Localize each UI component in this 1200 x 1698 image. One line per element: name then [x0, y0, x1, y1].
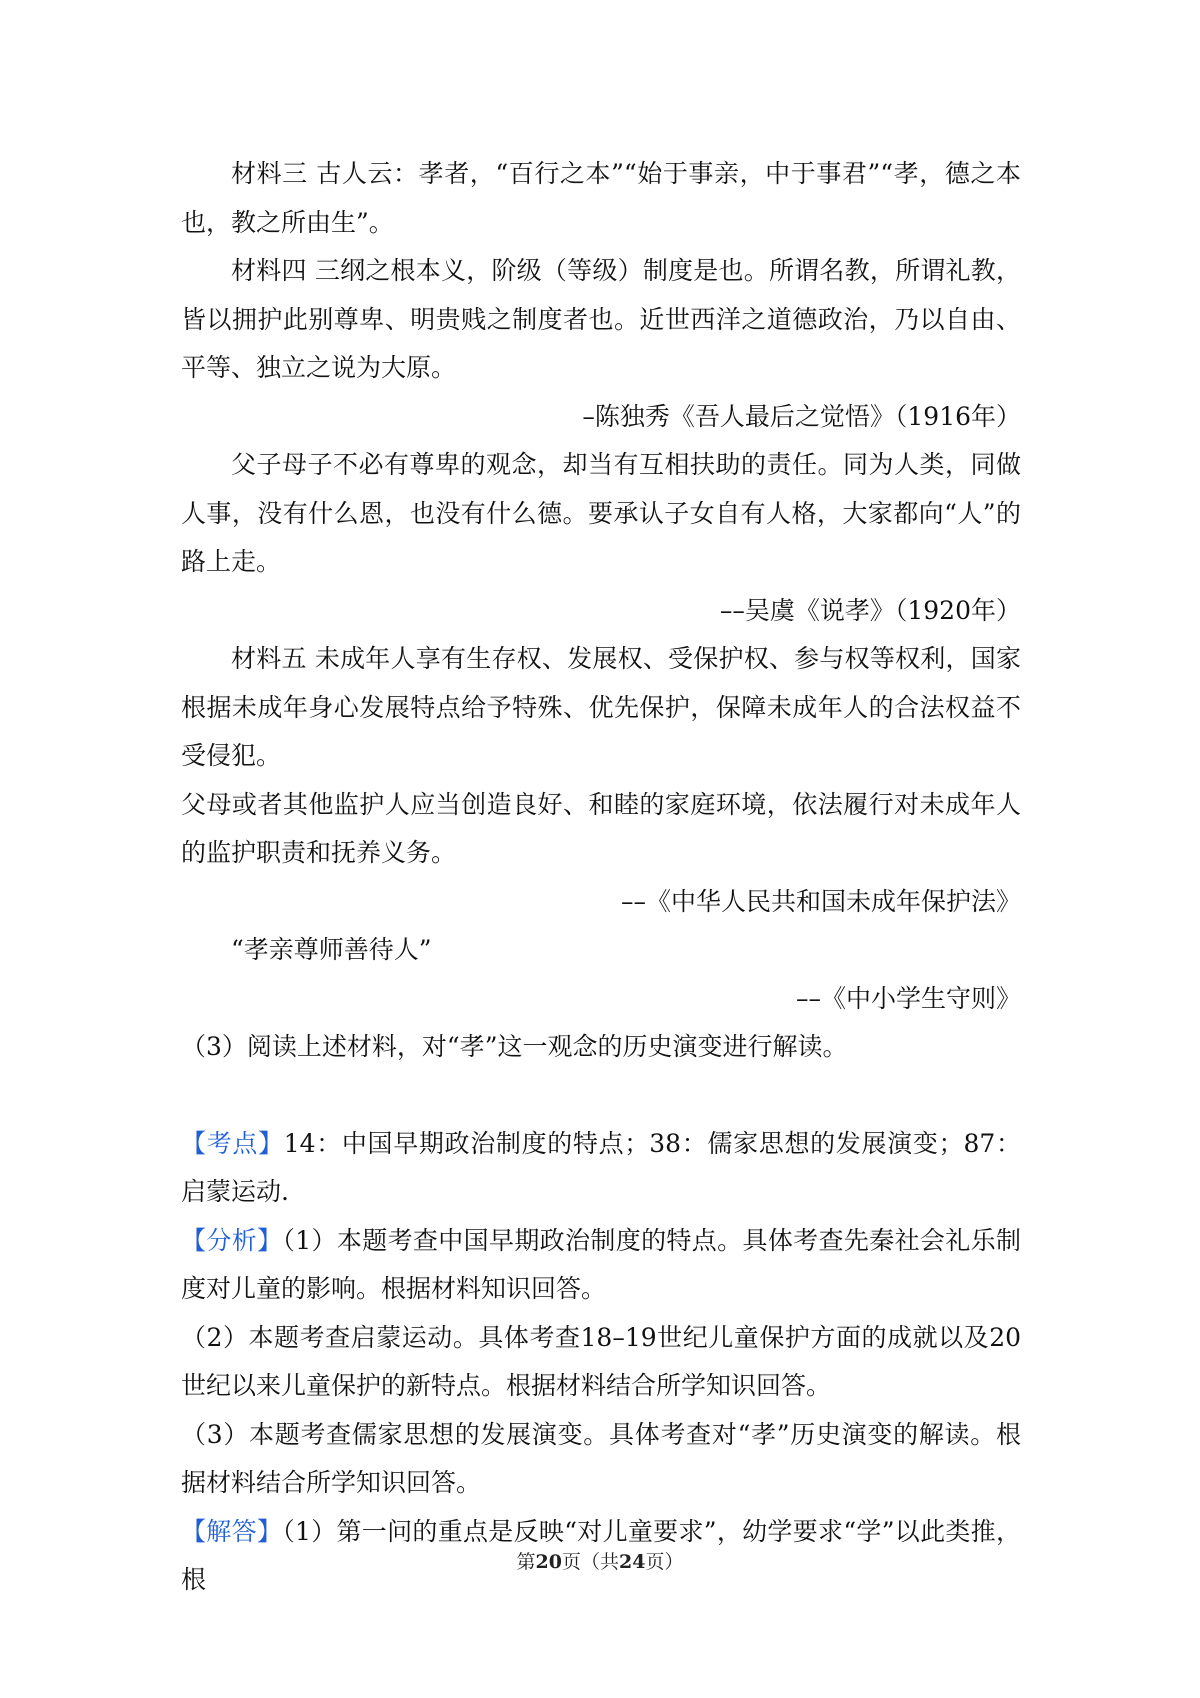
kaodian-label: 【考点】: [181, 1128, 284, 1158]
footer-total-pages: 24: [619, 1551, 646, 1573]
material-5-paragraph: 材料五 未成年人享有生存权、发展权、受保护权、参与权等权利，国家根据未成年身心发展特点给予特殊、优先保护，保障未成年人的合法权益不受侵犯。: [181, 644, 1021, 770]
page-footer: [0, 1547, 1200, 1574]
footer-prefix: 第: [516, 1551, 536, 1573]
jieda-text: （1）第一问的重点是反映“对儿童要求”，幼学要求“学”以此类推，根: [181, 1516, 1021, 1594]
material-3-paragraph: 材料三 古人云：孝者，“百行之本”“始于事亲，中于事君”“孝，德之本也，教之所由生”。: [181, 159, 1021, 237]
footer-suffix: 页）: [645, 1551, 684, 1573]
fenxi-paragraph-3: （3）本题考查儒家思想的发展演变。具体考查对“孝”历史演变的解读。根据材料结合所学知识回答。: [181, 1419, 1021, 1497]
fenxi-paragraph-2: （2）本题考查启蒙运动。具体考查18–19世纪儿童保护方面的成就以及20世纪以来儿童保护的新特点。根据材料结合所学知识回答。: [181, 1322, 1021, 1400]
section-gap: [181, 1072, 1021, 1120]
jieda-label: 【解答】: [181, 1516, 283, 1546]
page-content: [181, 150, 1021, 1605]
material-4-source: –陈独秀《吾人最后之觉悟》（1916年）: [582, 401, 1021, 431]
code-slogan: “孝亲尊师善待人”: [231, 935, 432, 964]
code-slogan-source: ––《中小学生守则》: [795, 983, 1021, 1013]
fenxi-label: 【分析】: [181, 1225, 283, 1255]
material-5-source: ––《中华人民共和国未成年保护法》: [620, 886, 1021, 916]
kaodian-text: 14：中国早期政治制度的特点；38：儒家思想的发展演变；87：启蒙运动.: [181, 1128, 1021, 1206]
fenxi-text: （1）本题考查中国早期政治制度的特点。具体考查先秦社会礼乐制度对儿童的影响。根据材料知识回答。: [181, 1225, 1021, 1303]
footer-middle: 页（共: [561, 1551, 619, 1573]
material-4-paragraph: 材料四 三纲之根本义，阶级（等级）制度是也。所谓名教，所谓礼教，皆以拥护此别尊卑、明贵贱之制度者也。近世西洋之道德政治，乃以自由、平等、独立之说为大原。: [181, 256, 1021, 382]
wuyu-quote-source: ––吴虞《说孝》（1920年）: [719, 595, 1021, 625]
kaodian-paragraph: [181, 1120, 1021, 1217]
footer-page-number: 20: [535, 1551, 562, 1573]
wuyu-quote-paragraph: 父子母子不必有尊卑的观念，却当有互相扶助的责任。同为人类，同做人事，没有什么恩，也没有什么德。要承认子女自有人格，大家都向“人”的路上走。: [181, 450, 1021, 576]
material-5-paragraph-2: 父母或者其他监护人应当创造良好、和睦的家庭环境，依法履行对未成年人的监护职责和抚养义务。: [181, 789, 1021, 867]
question-3: （3）阅读上述材料，对“孝”这一观念的历史演变进行解读。: [181, 1032, 848, 1061]
fenxi-paragraph: [181, 1217, 1021, 1314]
